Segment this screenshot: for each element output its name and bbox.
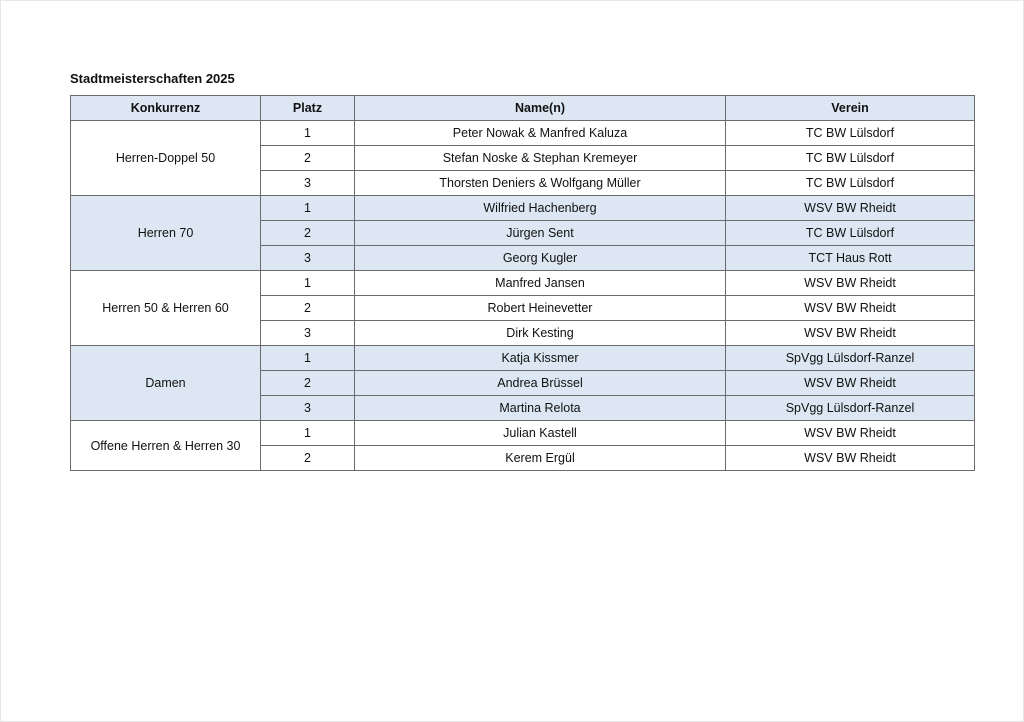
names-cell: Wilfried Hachenberg xyxy=(355,196,726,221)
names-cell: Robert Heinevetter xyxy=(355,296,726,321)
club-cell: SpVgg Lülsdorf-Ranzel xyxy=(726,346,975,371)
place-cell: 3 xyxy=(261,396,355,421)
competition-group xyxy=(71,271,975,346)
club-cell: WSV BW Rheidt xyxy=(726,421,975,446)
place-cell: 3 xyxy=(261,321,355,346)
club-cell: TC BW Lülsdorf xyxy=(726,121,975,146)
names-cell: Martina Relota xyxy=(355,396,726,421)
competition-group xyxy=(71,346,975,421)
club-cell: TC BW Lülsdorf xyxy=(726,221,975,246)
table-row xyxy=(71,196,975,221)
table-row xyxy=(71,271,975,296)
names-cell: Julian Kastell xyxy=(355,421,726,446)
header-place: Platz xyxy=(261,96,355,121)
club-cell: WSV BW Rheidt xyxy=(726,271,975,296)
competition-cell: Herren 50 & Herren 60 xyxy=(71,271,261,346)
table-row xyxy=(71,346,975,371)
header-club: Verein xyxy=(726,96,975,121)
names-cell: Thorsten Deniers & Wolfgang Müller xyxy=(355,171,726,196)
club-cell: TC BW Lülsdorf xyxy=(726,171,975,196)
club-cell: SpVgg Lülsdorf-Ranzel xyxy=(726,396,975,421)
place-cell: 1 xyxy=(261,196,355,221)
header-row xyxy=(71,96,975,121)
names-cell: Georg Kugler xyxy=(355,246,726,271)
competition-group xyxy=(71,121,975,196)
place-cell: 3 xyxy=(261,171,355,196)
place-cell: 1 xyxy=(261,421,355,446)
names-cell: Manfred Jansen xyxy=(355,271,726,296)
names-cell: Jürgen Sent xyxy=(355,221,726,246)
club-cell: TCT Haus Rott xyxy=(726,246,975,271)
names-cell: Peter Nowak & Manfred Kaluza xyxy=(355,121,726,146)
results-table xyxy=(70,95,975,471)
place-cell: 1 xyxy=(261,271,355,296)
competition-group xyxy=(71,421,975,471)
names-cell: Andrea Brüssel xyxy=(355,371,726,396)
competition-cell: Herren-Doppel 50 xyxy=(71,121,261,196)
header-names: Name(n) xyxy=(355,96,726,121)
header-competition: Konkurrenz xyxy=(71,96,261,121)
place-cell: 2 xyxy=(261,446,355,471)
place-cell: 1 xyxy=(261,346,355,371)
table-row xyxy=(71,421,975,446)
names-cell: Kerem Ergül xyxy=(355,446,726,471)
club-cell: WSV BW Rheidt xyxy=(726,296,975,321)
competition-cell: Damen xyxy=(71,346,261,421)
club-cell: WSV BW Rheidt xyxy=(726,321,975,346)
competition-group xyxy=(71,196,975,271)
place-cell: 2 xyxy=(261,371,355,396)
table-row xyxy=(71,121,975,146)
club-cell: TC BW Lülsdorf xyxy=(726,146,975,171)
names-cell: Katja Kissmer xyxy=(355,346,726,371)
club-cell: WSV BW Rheidt xyxy=(726,371,975,396)
names-cell: Stefan Noske & Stephan Kremeyer xyxy=(355,146,726,171)
place-cell: 2 xyxy=(261,296,355,321)
competition-cell: Herren 70 xyxy=(71,196,261,271)
names-cell: Dirk Kesting xyxy=(355,321,726,346)
place-cell: 3 xyxy=(261,246,355,271)
place-cell: 2 xyxy=(261,146,355,171)
table-header xyxy=(71,96,975,121)
club-cell: WSV BW Rheidt xyxy=(726,196,975,221)
document-title: Stadtmeisterschaften 2025 xyxy=(70,71,235,86)
club-cell: WSV BW Rheidt xyxy=(726,446,975,471)
place-cell: 2 xyxy=(261,221,355,246)
place-cell: 1 xyxy=(261,121,355,146)
competition-cell: Offene Herren & Herren 30 xyxy=(71,421,261,471)
